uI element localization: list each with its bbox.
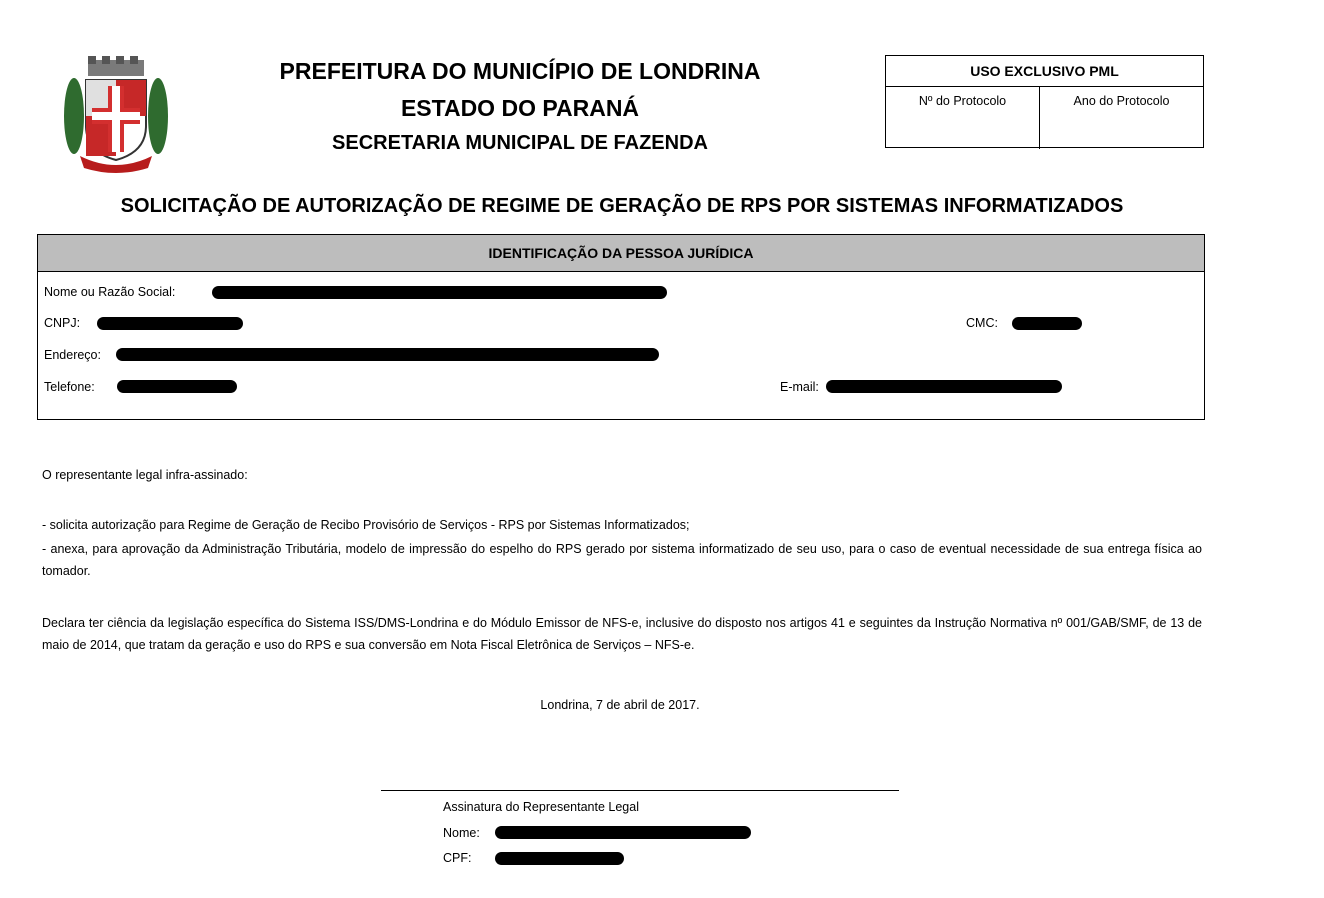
signature-caption: Assinatura do Representante Legal [443, 800, 639, 814]
signatory-name-redacted [495, 826, 751, 839]
company-name-label: Nome ou Razão Social: [44, 285, 176, 299]
request-item-2: - anexa, para aprovação da Administração Tributária, modelo de impressão do espelho do RPS gerado por sistema informatizado de seu uso, para o caso de eventual necessidade de sua entrega física ao tomador. [42, 542, 1202, 578]
phone-redacted [117, 380, 237, 393]
document-title: SOLICITAÇÃO DE AUTORIZAÇÃO DE REGIME DE GERAÇÃO DE RPS POR SISTEMAS INFORMATIZADOS [120, 195, 1124, 217]
protocol-year-label: Ano do Protocolo [1073, 94, 1170, 108]
exclusive-use-title: USO EXCLUSIVO PML [886, 56, 1203, 87]
exclusive-use-box [885, 55, 1204, 148]
email-label: E-mail: [780, 380, 819, 394]
signature-line [381, 790, 899, 791]
signatory-cpf-label: CPF: [443, 851, 472, 865]
protocol-year-cell [1040, 87, 1203, 149]
signatory-name-label: Nome: [443, 826, 480, 840]
intro-text: O representante legal infra-assinado: [42, 468, 248, 482]
declaration-text: Declara ter ciência da legislação específica do Sistema ISS/DMS-Londrina e do Módulo Emissor de NFS-e, inclusive do disposto nos artigos 41 e seguintes da Instrução Normativa nº 001/GAB/SMF, de 13 de maio de 2014, que tratam da geração e uso do RPS e sua conversão em Nota Fiscal Eletrônica de Serviços – NFS-e. [42, 616, 1202, 652]
header-municipality: PREFEITURA DO MUNICÍPIO DE LONDRINA [279, 58, 761, 84]
cmc-label: CMC: [966, 316, 998, 330]
address-label: Endereço: [44, 348, 101, 362]
phone-label: Telefone: [44, 380, 95, 394]
cnpj-label: CNPJ: [44, 316, 81, 330]
identification-heading: IDENTIFICAÇÃO DA PESSOA JURÍDICA [38, 235, 1204, 272]
cnpj-redacted [97, 317, 243, 330]
address-redacted [116, 348, 659, 361]
company-name-redacted [212, 286, 667, 299]
header-secretariat: SECRETARIA MUNICIPAL DE FAZENDA [332, 132, 708, 154]
coat-of-arms-icon [58, 56, 174, 174]
protocol-number-label: Nº do Protocolo [918, 94, 1007, 108]
protocol-number-cell [886, 87, 1040, 149]
signatory-cpf-redacted [495, 852, 624, 865]
request-item-1: - solicita autorização para Regime de Geração de Recibo Provisório de Serviços - RPS por Sistemas Informatizados; [42, 518, 690, 532]
cmc-redacted [1012, 317, 1082, 330]
place-date: Londrina, 7 de abril de 2017. [540, 698, 700, 712]
header-state: ESTADO DO PARANÁ [400, 95, 640, 121]
email-redacted [826, 380, 1062, 393]
